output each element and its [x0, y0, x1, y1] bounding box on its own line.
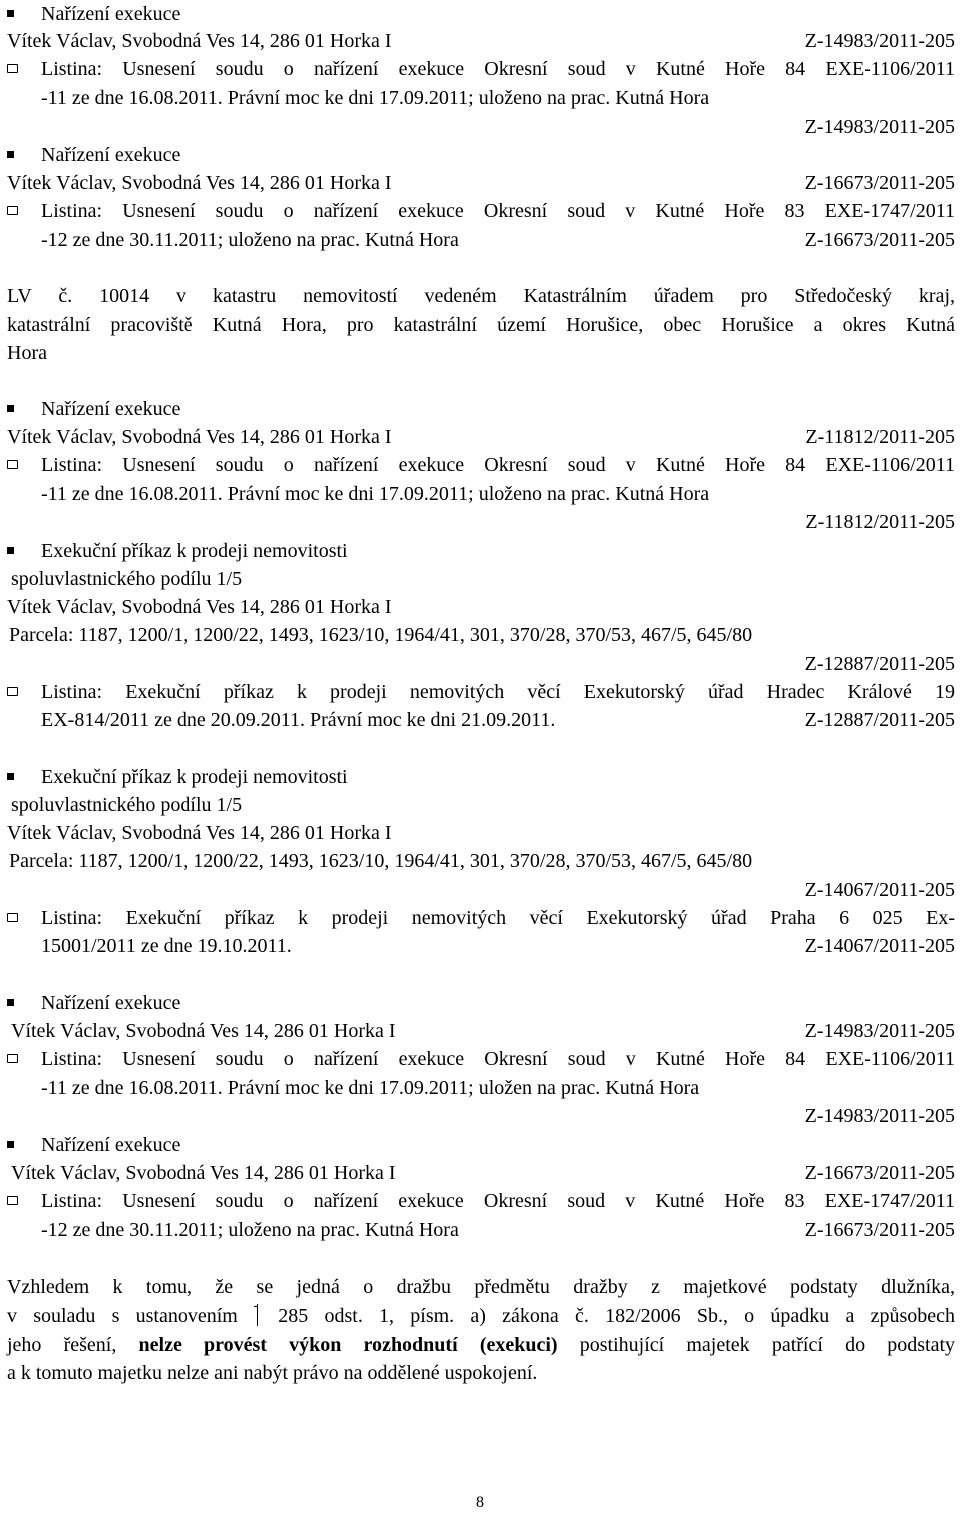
parcel-text: Parcela: 1187, 1200/1, 1200/22, 1493, 1623/10, 1964/41, 301, 370/28, 370/53, 467/5, 645/80: [9, 624, 753, 646]
closing-paragraph-line: [7, 1331, 955, 1360]
document-text: Listina: Usnesení soudu o nařízení exekuce Okresní soud v Kutné Hoře 84 EXE-1106/2011: [41, 454, 955, 476]
entry-title-text: Exekuční příkaz k prodeji nemovitosti: [41, 766, 348, 788]
document-line-cont: [7, 480, 955, 509]
bold-emphasis: nelze provést výkon rozhodnutí (exekuci): [138, 1334, 558, 1356]
share-text: spoluvlastnického podílu 1/5: [11, 568, 243, 590]
entry-title: [7, 537, 955, 566]
record-number-line: [7, 113, 955, 142]
checkbox-bullet-icon: [7, 206, 18, 215]
entry-owner-line: [7, 819, 955, 848]
record-number-line: [7, 508, 955, 537]
share-text: spoluvlastnického podílu 1/5: [11, 794, 243, 816]
record-number: Z-14983/2011-205: [804, 1105, 955, 1127]
lv-text: katastrální pracoviště Kutná Hora, pro katastrální území Horušice, obec Horušice a okres Kutná: [7, 314, 955, 336]
lv-text: Hora: [7, 342, 47, 364]
parcel-line: [7, 621, 955, 650]
document-line-cont: [7, 706, 955, 735]
closing-text: a k tomuto majetku nelze ani nabýt právo na oddělené uspokojení.: [7, 1362, 538, 1384]
record-number: Z-16673/2011-205: [804, 172, 955, 194]
document-line: [7, 451, 955, 480]
document-line: [7, 678, 955, 707]
record-number: Z-14983/2011-205: [804, 1020, 955, 1042]
closing-text: 285 odst. 1, písm. a) zákona č. 182/2006 Sb., o úpadku a způsobech: [262, 1305, 955, 1327]
lv-text: LV č. 10014 v katastru nemovitostí vedeném Katastrálním úřadem pro Středočeský kraj,: [7, 285, 955, 307]
document-text: -11 ze dne 16.08.2011. Právní moc ke dni 17.09.2011; uložen na prac. Kutná Hora: [41, 1077, 700, 1099]
document-text: -11 ze dne 16.08.2011. Právní moc ke dni 17.09.2011; uloženo na prac. Kutná Hora: [41, 483, 710, 505]
document-line-cont: [7, 84, 955, 113]
record-number: Z-14067/2011-205: [804, 935, 955, 957]
checkbox-bullet-icon: [7, 64, 18, 73]
checkbox-bullet-icon: [7, 913, 18, 922]
document-text: -12 ze dne 30.11.2011; uloženo na prac. Kutná Hora: [41, 1219, 459, 1241]
document-line-cont: [7, 1074, 955, 1103]
entry-title: [7, 763, 955, 792]
record-number: Z-16673/2011-205: [804, 1162, 955, 1184]
document-text: -12 ze dne 30.11.2011; uloženo na prac. Kutná Hora: [41, 229, 459, 251]
entry-title: [7, 989, 955, 1018]
closing-paragraph-line: [7, 1302, 955, 1331]
closing-text: jeho řešení,: [7, 1334, 139, 1356]
square-bullet-icon: [7, 10, 14, 17]
owner-text: Vítek Václav, Svobodná Ves 14, 286 01 Horka I: [7, 30, 392, 52]
closing-paragraph-line: [7, 1359, 955, 1388]
parcel-line: [7, 847, 955, 876]
entry-title-text: Nařízení exekuce: [41, 992, 181, 1014]
document-text: Listina: Usnesení soudu o nařízení exekuce Okresní soud v Kutné Hoře 84 EXE-1106/2011: [41, 58, 955, 80]
section-sign-icon: [254, 1304, 262, 1326]
closing-text: Vzhledem k tomu, že se jedná o dražbu předmětu dražby z majetkové podstaty dlužníka,: [7, 1276, 955, 1298]
closing-text: postihující majetek patřící do podstaty: [557, 1334, 956, 1356]
page-number: 8: [476, 1494, 484, 1511]
document-line: [7, 55, 955, 84]
entry-subtitle: [7, 565, 955, 594]
record-number: Z-12887/2011-205: [804, 709, 955, 731]
record-number: Z-14983/2011-205: [804, 116, 955, 138]
square-bullet-icon: [7, 151, 14, 158]
document-line: [7, 1045, 955, 1074]
entry-title-text: Nařízení exekuce: [41, 3, 181, 25]
entry-title: [7, 395, 955, 424]
entry-subtitle: [7, 791, 955, 820]
document-text: Listina: Exekuční příkaz k prodeji nemovitých věcí Exekutorský úřad Hradec Králové 19: [41, 681, 955, 703]
document-line: [7, 197, 955, 226]
record-number: Z-16673/2011-205: [804, 1219, 955, 1241]
parcel-text: Parcela: 1187, 1200/1, 1200/22, 1493, 1623/10, 1964/41, 301, 370/28, 370/53, 467/5, 645/80: [9, 850, 753, 872]
record-number-line: [7, 876, 955, 905]
document-text: Listina: Exekuční příkaz k prodeji nemovitých věcí Exekutorský úřad Praha 6 025 Ex-: [41, 907, 955, 929]
entry-owner-line: [7, 423, 955, 452]
document-line-cont: [7, 1216, 955, 1245]
document-text: -11 ze dne 16.08.2011. Právní moc ke dni 17.09.2011; uloženo na prac. Kutná Hora: [41, 87, 710, 109]
square-bullet-icon: [7, 773, 14, 780]
entry-title-text: Nařízení exekuce: [41, 144, 181, 166]
record-number: Z-14983/2011-205: [804, 30, 955, 52]
document-text: Listina: Usnesení soudu o nařízení exekuce Okresní soud v Kutné Hoře 83 EXE-1747/2011: [41, 200, 955, 222]
owner-text: Vítek Václav, Svobodná Ves 14, 286 01 Horka I: [7, 596, 392, 618]
owner-text: Vítek Václav, Svobodná Ves 14, 286 01 Horka I: [7, 426, 392, 448]
owner-text: Vítek Václav, Svobodná Ves 14, 286 01 Horka I: [7, 172, 392, 194]
square-bullet-icon: [7, 999, 14, 1006]
square-bullet-icon: [7, 547, 14, 554]
lv-heading-line: [7, 339, 955, 368]
entry-owner-line: [7, 1159, 955, 1188]
lv-heading-line: [7, 311, 955, 340]
square-bullet-icon: [7, 405, 14, 412]
record-number: Z-11812/2011-205: [805, 511, 955, 533]
owner-text: Vítek Václav, Svobodná Ves 14, 286 01 Horka I: [11, 1162, 396, 1184]
document-text: Listina: Usnesení soudu o nařízení exekuce Okresní soud v Kutné Hoře 83 EXE-1747/2011: [41, 1190, 955, 1212]
entry-owner-line: [7, 1017, 955, 1046]
record-number-line: [7, 1102, 955, 1131]
record-number-line: [7, 650, 955, 679]
record-number: Z-12887/2011-205: [804, 653, 955, 675]
entry-title: [7, 141, 955, 170]
entry-owner-line: [7, 593, 955, 622]
entry-owner-line: [7, 27, 955, 56]
closing-paragraph-line: [7, 1273, 955, 1302]
checkbox-bullet-icon: [7, 1196, 18, 1205]
document-line-cont: [7, 226, 955, 255]
square-bullet-icon: [7, 1141, 14, 1148]
entry-title-text: Nařízení exekuce: [41, 1134, 181, 1156]
document-line: [7, 1187, 955, 1216]
document-text: EX-814/2011 ze dne 20.09.2011. Právní moc ke dni 21.09.2011.: [41, 709, 556, 731]
lv-heading-line: [7, 282, 955, 311]
owner-text: Vítek Václav, Svobodná Ves 14, 286 01 Horka I: [7, 822, 392, 844]
entry-title: [7, 1131, 955, 1160]
owner-text: Vítek Václav, Svobodná Ves 14, 286 01 Horka I: [11, 1020, 396, 1042]
document-text: Listina: Usnesení soudu o nařízení exekuce Okresní soud v Kutné Hoře 84 EXE-1106/2011: [41, 1048, 955, 1070]
checkbox-bullet-icon: [7, 1054, 18, 1063]
document-line-cont: [7, 932, 955, 961]
record-number: Z-11812/2011-205: [805, 426, 955, 448]
checkbox-bullet-icon: [7, 460, 18, 469]
entry-title: [7, 0, 955, 29]
record-number: Z-16673/2011-205: [804, 229, 955, 251]
record-number: Z-14067/2011-205: [804, 879, 955, 901]
entry-title-text: Nařízení exekuce: [41, 398, 181, 420]
closing-text: v souladu s ustanovením: [7, 1305, 255, 1327]
document-text: 15001/2011 ze dne 19.10.2011.: [41, 935, 292, 957]
entry-owner-line: [7, 169, 955, 198]
entry-title-text: Exekuční příkaz k prodeji nemovitosti: [41, 540, 348, 562]
document-line: [7, 904, 955, 933]
checkbox-bullet-icon: [7, 687, 18, 696]
